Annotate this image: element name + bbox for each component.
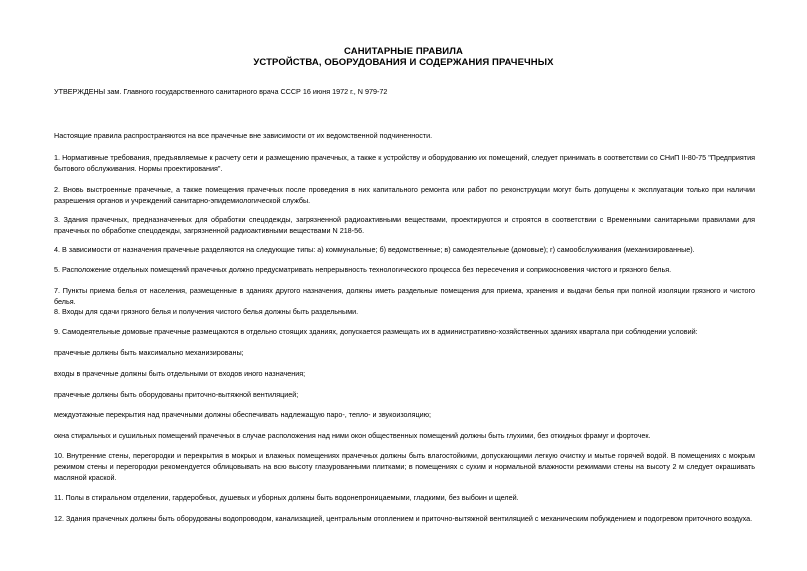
paragraph-5: 5. Расположение отдельных помещений прачечных должно предусматривать непрерывность технологического процесса без пересечения и соприкосновения чистого и грязного белья. bbox=[54, 265, 672, 274]
paragraph-7: 7. Пункты приема белья от населения, размещенные в зданиях другого назначения, должны иметь раздельные помещения для приема, хранения и выдачи белья при полной изоляции грязного и чистого белья. bbox=[54, 286, 755, 306]
paragraph-8: 8. Входы для сдачи грязного белья и получения чистого белья должны быть раздельными. bbox=[54, 307, 359, 316]
paragraph-10: 10. Внутренние стены, перегородки и перекрытия в мокрых и влажных помещениях прачечных должны быть влагостойкими, допускающими легкую очистку и мытье горячей водой. В помещениях с мокрым режимом стены и перегородки рекомендуется облицовывать на всю высоту глазурованными плитками; в помещениях с сухим и нормальной влажности режимами стены на высоту 2 м следует окрашивать масляной краской. bbox=[54, 451, 755, 482]
paragraph-3: 3. Здания прачечных, предназначенных для обработки спецодежды, загрязненной радиоактивными веществами, проектируются и строятся в соответствии с Временными санитарными правилами для прачечных по обработке спецодежды, загрязненной радиоактивными веществами N 218-56. bbox=[54, 215, 755, 235]
paragraph-12: 12. Здания прачечных должны быть оборудованы водопроводом, канализацией, центральным отоплением и приточно-вытяжной вентиляцией с механическим побуждением и подогревом приточного воздуха. bbox=[54, 514, 753, 523]
condition-item-5: окна стиральных и сушильных помещений прачечных в случае расположения над ними окон общественных помещений должны быть глухими, без откидных фрамуг и форточек. bbox=[54, 431, 651, 440]
approval-note: УТВЕРЖДЕНЫ зам. Главного государственного санитарного врача СССР 16 июня 1972 г., N 979-72 bbox=[54, 87, 388, 96]
paragraph-9: 9. Самодеятельные домовые прачечные размещаются в отдельно стоящих зданиях, допускается размещать их в административно-хозяйственных зданиях квартала при соблюдении условий: bbox=[54, 327, 698, 336]
intro-paragraph: Настоящие правила распространяются на все прачечные вне зависимости от их ведомственной подчиненности. bbox=[54, 131, 433, 140]
condition-item-1: прачечные должны быть максимально механизированы; bbox=[54, 348, 244, 357]
condition-item-3: прачечные должны быть оборудованы приточно-вытяжной вентиляцией; bbox=[54, 390, 299, 399]
document-title-line1: САНИТАРНЫЕ ПРАВИЛА bbox=[344, 46, 463, 57]
document-title-line2: УСТРОЙСТВА, ОБОРУДОВАНИЯ И СОДЕРЖАНИЯ ПРАЧЕЧНЫХ bbox=[253, 57, 554, 68]
condition-item-4: междуэтажные перекрытия над прачечными должны обеспечивать надлежащую паро-, тепло- и звукоизоляцию; bbox=[54, 410, 431, 419]
condition-item-2: входы в прачечные должны быть отдельными от входов иного назначения; bbox=[54, 369, 306, 378]
paragraph-2: 2. Вновь выстроенные прачечные, а также помещения прачечных после проведения в них капитального ремонта или работ по реконструкции могут быть допущены к эксплуатации только при наличии разрешения органов и учреждений санитарно-эпидемиологической службы. bbox=[54, 185, 755, 205]
paragraph-4: 4. В зависимости от назначения прачечные разделяются на следующие типы: а) коммунальные; б) ведомственные; в) самодеятельные (домовые); г) самообслуживания (механизированные). bbox=[54, 245, 695, 254]
paragraph-11: 11. Полы в стиральном отделении, гардеробных, душевых и уборных должны быть водонепроницаемыми, гладкими, без выбоин и щелей. bbox=[54, 493, 519, 502]
paragraph-1: 1. Нормативные требования, предъявляемые к расчету сети и размещению прачечных, а также к устройству и оборудованию их помещений, следует принимать в соответствии со СНиП II-80-75 "Предприятия бытового обслуживания. Нормы проектирования". bbox=[54, 153, 755, 173]
